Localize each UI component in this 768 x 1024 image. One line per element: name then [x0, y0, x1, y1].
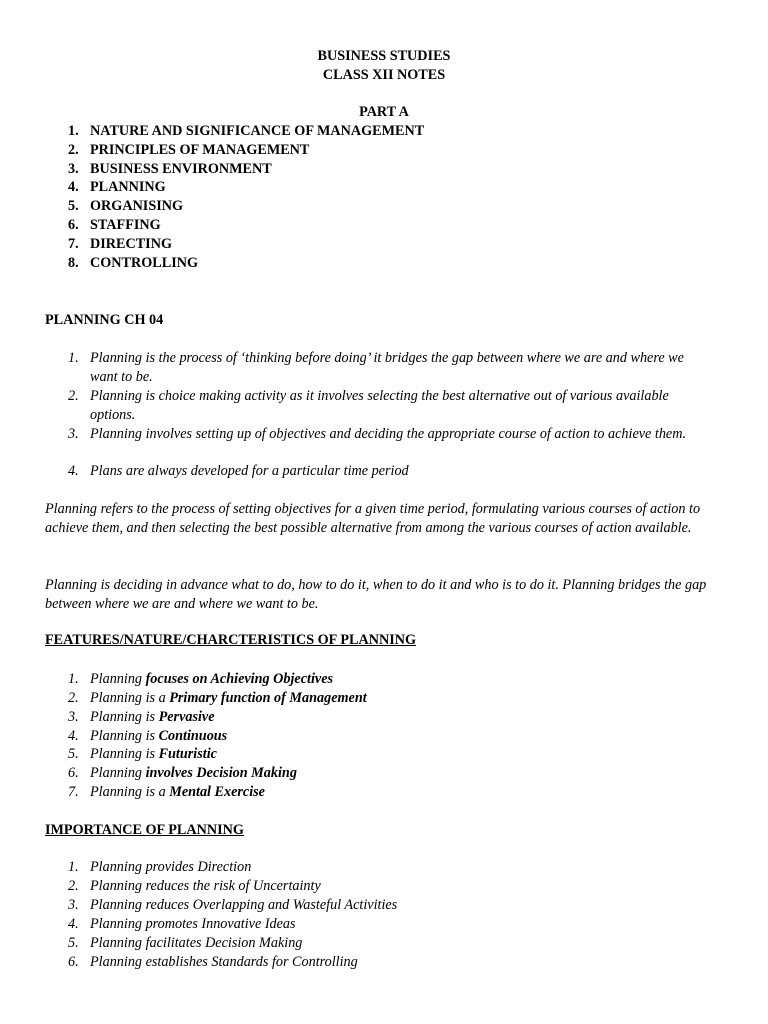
contents-item-number: 8. — [68, 255, 79, 271]
feature-emphasis: involves Decision Making — [145, 765, 297, 781]
contents-item-number: 7. — [68, 236, 79, 252]
contents-item-number: 4. — [68, 179, 79, 195]
feature-number: 7. — [68, 784, 79, 800]
feature-prefix: Planning is a — [90, 690, 170, 706]
planning-point-number: 2. — [68, 388, 79, 404]
planning-point: Plans are always developed for a particular time period — [90, 463, 409, 479]
feature-number: 2. — [68, 690, 79, 706]
contents-item: PLANNING — [90, 179, 166, 195]
planning-point-number: 1. — [68, 350, 79, 366]
feature-prefix: Planning — [90, 765, 146, 781]
features-heading: FEATURES/NATURE/CHARCTERISTICS OF PLANNING — [45, 632, 417, 648]
importance-item: Planning establishes Standards for Controlling — [90, 954, 358, 970]
feature-emphasis: focuses on Achieving Objectives — [145, 671, 334, 687]
feature-emphasis: Futuristic — [158, 746, 217, 762]
importance-heading: IMPORTANCE OF PLANNING — [45, 822, 244, 838]
contents-item-number: 1. — [68, 123, 79, 139]
planning-point: Planning involves setting up of objectives and deciding the appropriate course of action to achieve them. — [90, 426, 687, 442]
contents-item-number: 2. — [68, 142, 79, 158]
contents-item: DIRECTING — [90, 236, 172, 252]
importance-number: 2. — [68, 878, 79, 894]
contents-item: ORGANISING — [90, 198, 184, 214]
importance-item: Planning reduces Overlapping and Wasteful Activities — [90, 897, 398, 913]
feature-number: 5. — [68, 746, 79, 762]
feature-item — [90, 764, 297, 783]
feature-item — [90, 783, 265, 802]
feature-number: 3. — [68, 709, 79, 725]
feature-prefix: Planning is — [90, 728, 159, 744]
importance-item: Planning facilitates Decision Making — [90, 935, 303, 951]
feature-item — [90, 727, 227, 746]
feature-emphasis: Pervasive — [158, 709, 215, 725]
importance-number: 3. — [68, 897, 79, 913]
feature-item — [90, 689, 367, 708]
planning-point: Planning is choice making activity as it involves selecting the best alternative out of various available options. — [90, 388, 669, 423]
feature-number: 4. — [68, 728, 79, 744]
contents-item: PRINCIPLES OF MANAGEMENT — [90, 142, 310, 158]
contents-item-number: 3. — [68, 161, 79, 177]
feature-emphasis: Mental Exercise — [169, 784, 265, 800]
definition-paragraph: Planning is deciding in advance what to do, how to do it, when to do it and who is to do it. Planning bridges the gap between where we are and where we want to be. — [45, 577, 707, 612]
importance-number: 5. — [68, 935, 79, 951]
importance-item: Planning provides Direction — [90, 859, 252, 875]
contents-item: BUSINESS ENVIRONMENT — [90, 161, 272, 177]
contents-item: CONTROLLING — [90, 255, 198, 271]
document-title: BUSINESS STUDIES — [317, 48, 451, 64]
chapter-heading: PLANNING CH 04 — [45, 312, 164, 328]
feature-emphasis: Primary function of Management — [169, 690, 367, 706]
feature-prefix: Planning — [90, 671, 146, 687]
contents-item-number: 5. — [68, 198, 79, 214]
definition-paragraph: Planning refers to the process of setting objectives for a given time period, formulating various courses of action to achieve them, and then selecting the best possible alternative from among the various courses of action available. — [45, 501, 701, 536]
planning-point: Planning is the process of ‘thinking before doing’ it bridges the gap between where we are and where we want to be. — [90, 350, 684, 385]
importance-number: 6. — [68, 954, 79, 970]
feature-prefix: Planning is — [90, 709, 159, 725]
feature-emphasis: Continuous — [158, 728, 228, 744]
feature-item — [90, 670, 333, 689]
importance-number: 4. — [68, 916, 79, 932]
part-heading: PART A — [359, 104, 409, 120]
contents-item: STAFFING — [90, 217, 161, 233]
feature-prefix: Planning is a — [90, 784, 170, 800]
feature-number: 1. — [68, 671, 79, 687]
importance-item: Planning reduces the risk of Uncertainty — [90, 878, 321, 894]
document-subtitle: CLASS XII NOTES — [322, 67, 446, 83]
feature-item — [90, 708, 215, 727]
feature-number: 6. — [68, 765, 79, 781]
feature-prefix: Planning is — [90, 746, 159, 762]
contents-item: NATURE AND SIGNIFICANCE OF MANAGEMENT — [90, 123, 425, 139]
importance-number: 1. — [68, 859, 79, 875]
planning-point-number: 3. — [68, 426, 79, 442]
importance-item: Planning promotes Innovative Ideas — [90, 916, 296, 932]
contents-item-number: 6. — [68, 217, 79, 233]
feature-item — [90, 745, 217, 764]
planning-point-number: 4. — [68, 463, 79, 479]
